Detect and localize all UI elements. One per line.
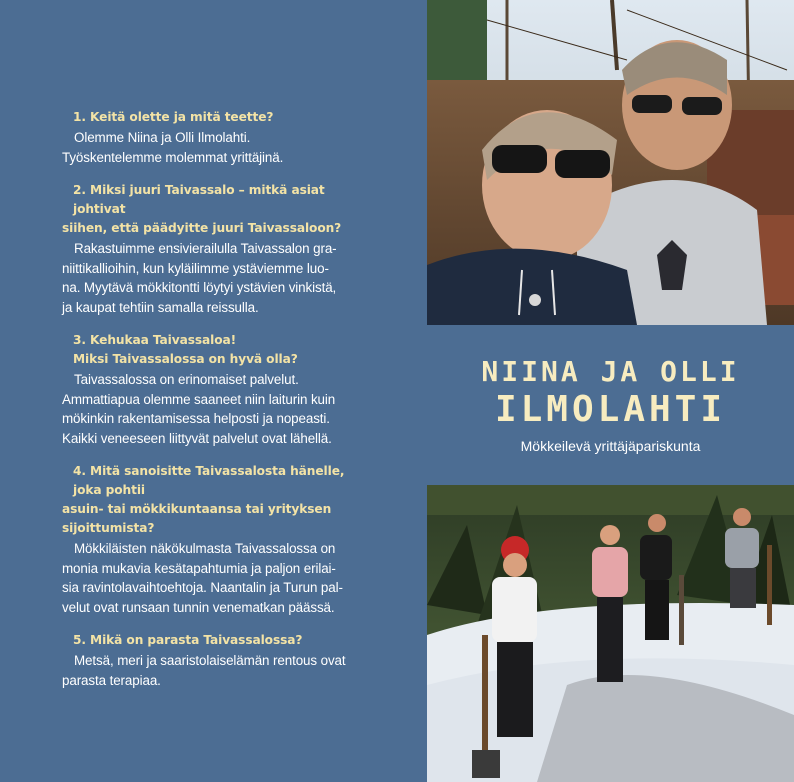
question-5: 5. Mikä on parasta Taivassalossa?: [73, 633, 303, 647]
title-line-1: NIINA JA OLLI: [481, 355, 740, 388]
qa-block-1: [62, 108, 372, 167]
question-3: 3. Kehukaa Taivassaloa! Miksi Taivassalossa on hyvä olla?: [73, 333, 298, 366]
answer-4: Mökkiläisten näkökulmasta Taivassalossa on monia mukavia kesätapahtumia ja paljon erilai- sia ravintolavaihtoehtoja. Naantalin ja Turun pal- velut ovat runsaan tunnin venematkan päässä.: [62, 541, 343, 615]
answer-3: Taivassalossa on erinomaiset palvelut. Ammattiapua olemme saaneet niin laiturin kuin mökinkin rakentamisessa helposti ja nopeasti. Kaikki veneeseen liittyvät palvelut ovat lähellä.: [62, 372, 336, 446]
qa-column: [62, 108, 372, 704]
qa-block-3: [62, 331, 372, 448]
title-block: [427, 355, 794, 454]
qa-block-2: [62, 181, 372, 317]
qa-block-4: [62, 462, 372, 617]
subtitle: Mökkeilevä yrittäjäpariskunta: [520, 438, 701, 454]
answer-2: Rakastuimme ensivierailulla Taivassalon gra- niittikallioihin, kun kyläilimme ystäviemme luo- na. Myytävä mökkitontti löytyi ystävien vinkistä, ja kaupat tehtiin samalla reissulla.: [62, 241, 337, 315]
qa-block-5: [62, 631, 372, 690]
title-line-2: ILMOLAHTI: [494, 389, 727, 430]
answer-5: Metsä, meri ja saaristolaiselämän rentous ovat parasta terapiaa.: [62, 653, 346, 688]
question-2: 2. Miksi juuri Taivassalo – mitkä asiat johtivat siihen, että päädyitte juuri Taivassaloon?: [62, 183, 342, 235]
snow-shovel-image: [427, 485, 794, 782]
couple-selfie-image: [427, 0, 794, 325]
couple-selfie-photo: [427, 0, 794, 325]
question-4: 4. Mitä sanoisitte Taivassalosta hänelle, joka pohtii asuin- tai mökkikuntaansa tai yrityksen sijoittumista?: [62, 464, 345, 535]
answer-1: Olemme Niina ja Olli Ilmolahti. Työskentelemme molemmat yrittäjinä.: [62, 130, 284, 165]
question-1: 1. Keitä olette ja mitä teette?: [73, 110, 274, 124]
snow-shovel-photo: [427, 485, 794, 782]
